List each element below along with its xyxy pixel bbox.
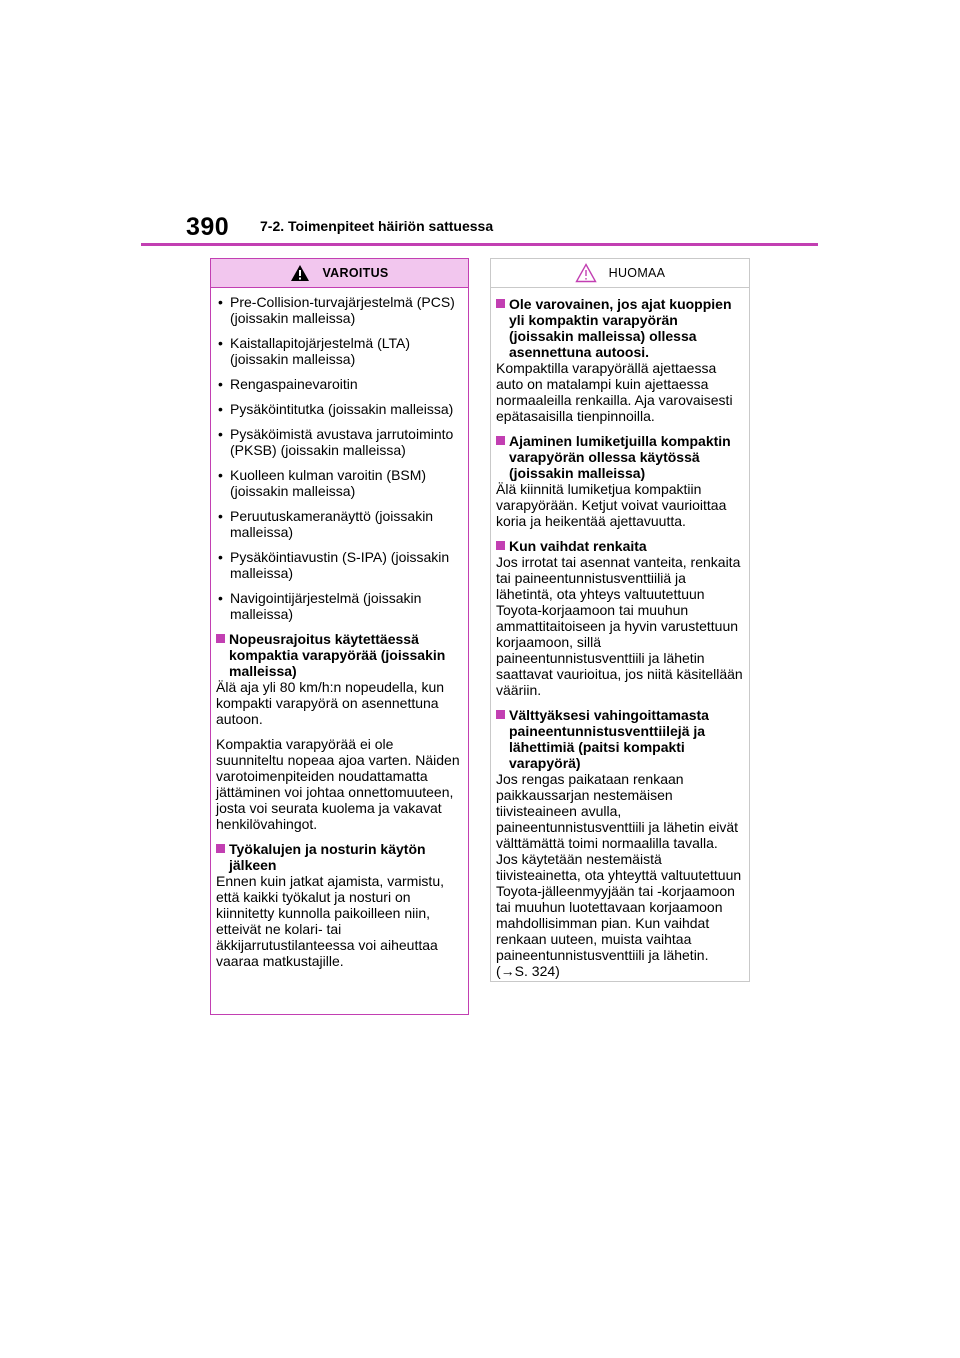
square-bullet-icon xyxy=(496,710,505,719)
square-bullet-icon xyxy=(496,299,505,308)
paragraph: Jos irrotat tai asennat vanteita, renkaita tai paineentunnistusventtiiliä ja lähetintä, ota yhteys valtuutettuun Toyota-korjaamoon tai muuhun ammattitaitoiseen ja hyvin varustettuun korjaamoon, sillä paineentunnistusventtiili ja lähetin saattavat vaurioitua, jos niitä käsitellään vääriin. xyxy=(496,554,743,698)
list-item: • Pysäköintitutka (joissakin malleissa) xyxy=(218,401,454,417)
section-heading: Ajaminen lumiketjuilla kompaktin varapyörän ollessa käytössä (joissakin malleissa) xyxy=(496,433,743,481)
warning-body xyxy=(211,288,468,969)
section-title: 7-2. Toimenpiteet häiriön sattuessa xyxy=(260,218,494,234)
list-item: • Kuolleen kulman varoitin (BSM) (joissakin malleissa) xyxy=(218,467,427,499)
page-number: 390 xyxy=(186,213,230,241)
list-item: • Rengaspainevaroitin xyxy=(218,376,358,392)
list-item: • Kaistallapitojärjestelmä (LTA) (joissakin malleissa) xyxy=(218,335,410,367)
notice-box xyxy=(490,258,750,982)
list-item: • Peruutuskameranäyttö (joissakin malleissa) xyxy=(218,508,434,540)
notice-body xyxy=(491,288,749,979)
square-bullet-icon xyxy=(496,541,505,550)
caution-triangle-outline-icon xyxy=(575,263,597,283)
section-heading: Kun vaihdat renkaita xyxy=(496,538,743,554)
warning-triangle-icon xyxy=(290,264,310,282)
notice-title: HUOMAA xyxy=(608,266,666,280)
list-item: • Pysäköimistä avustava jarrutoiminto (PKSB) (joissakin malleissa) xyxy=(218,426,454,458)
list-item: • Pre-Collision-turvajärjestelmä (PCS) (joissakin malleissa) xyxy=(218,294,455,326)
paragraph: Jos rengas paikataan renkaan paikkaussarjan nestemäisen tiivisteaineen avulla, paineentunnistusventtiili ja lähetin eivät välttämättä toimi normaalilla tavalla. Jos käytetään nestemäistä tiivisteainetta, ota yhteyttä valtuutettuun Toyota-jälleenmyyjään tai -korjaamoon tai muuhun luotettavaan korjaamoon mahdollisimman pian. Kun vaihdat renkaan uuteen, muista vaihtaa paineentunnistusventtiili ja lähetin. (→S. 324) xyxy=(496,771,742,979)
list-item: • Navigointijärjestelmä (joissakin malleissa) xyxy=(218,590,422,622)
notice-header xyxy=(491,259,749,288)
warning-header xyxy=(211,259,468,288)
section-heading: Työkalujen ja nosturin käytön jälkeen xyxy=(216,841,462,873)
paragraph: Kompaktilla varapyörällä ajettaessa auto on matalampi kuin ajettaessa normaaleilla renkailla. Aja varovaisesti epätasaisilla tienpinnoilla. xyxy=(496,360,733,424)
square-bullet-icon xyxy=(216,634,225,643)
header-rule xyxy=(141,243,818,246)
paragraph: Älä aja yli 80 km/h:n nopeudella, kun kompakti varapyörä on asennettuna autoon. xyxy=(216,679,445,727)
list-item: • Pysäköintiavustin (S-IPA) (joissakin malleissa) xyxy=(218,549,450,581)
paragraph: Älä kiinnitä lumiketjua kompaktiin varapyörään. Ketjut voivat vaurioittaa koria ja heikentää ajettavuutta. xyxy=(496,481,727,529)
section-heading: Ole varovainen, jos ajat kuoppien yli kompaktin varapyörän (joissakin malleissa) ollessa asennettuna autoosi. xyxy=(496,296,743,360)
paragraph: Kompaktia varapyörää ei ole suunniteltu nopeaa ajoa varten. Näiden varotoimenpiteiden noudattamatta jättäminen voi johtaa onnettomuuteen, josta voi seurata kuolema ja vakavat henkilövahingot. xyxy=(216,736,460,832)
square-bullet-icon xyxy=(496,436,505,445)
section-heading: Nopeusrajoitus käytettäessä kompaktia varapyörää (joissakin malleissa) xyxy=(216,631,462,679)
warning-box xyxy=(210,258,469,1015)
paragraph: Ennen kuin jatkat ajamista, varmistu, että kaikki työkalut ja nosturi on kiinnitetty kunnolla paikoilleen niin, etteivät ne kolari- tai äkkijarrutustilanteessa voi aiheuttaa vaaraa matkustajille. xyxy=(216,873,444,969)
section-heading: Välttyäksesi vahingoittamasta paineentunnistusventtiilejä ja lähettimiä (paitsi kompakti varapyörä) xyxy=(496,707,743,771)
warning-title: VAROITUS xyxy=(322,266,389,280)
square-bullet-icon xyxy=(216,844,225,853)
